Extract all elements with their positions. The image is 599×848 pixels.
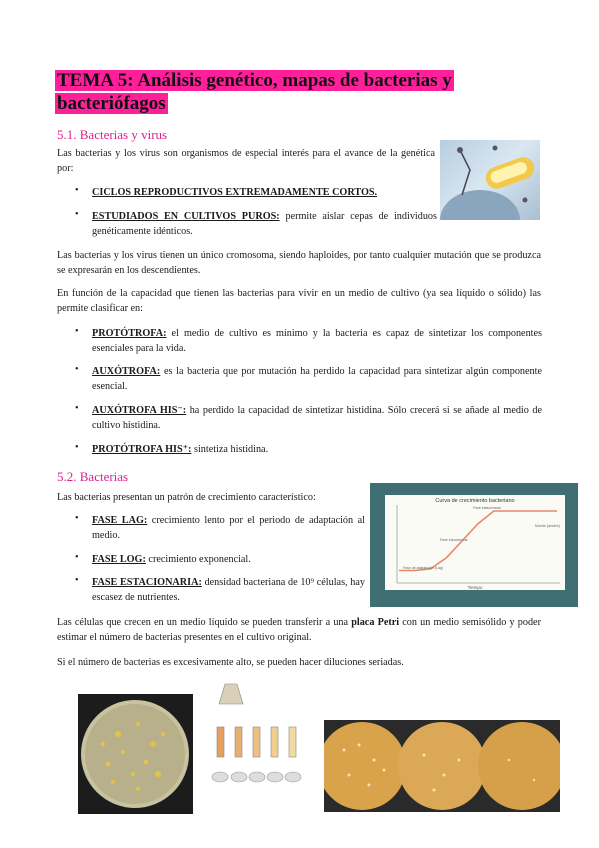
petri-dish-photo xyxy=(78,694,193,814)
annotation-lag: Fase de adaptación (Lag) xyxy=(403,566,443,570)
virus-bacteria-illustration xyxy=(440,140,540,220)
intro-paragraph: Las bacterias y los virus son organismos de especial interés para el avance de la genética por: xyxy=(57,148,435,174)
paragraph-dilutions: Si el número de bacterias es excesivamente alto, se pueden hacer diluciones seriadas. xyxy=(57,657,404,668)
serial-dilution-diagram xyxy=(205,682,320,822)
annotation-exponential: Fase exponencial xyxy=(440,538,468,542)
page-title: TEMA 5: Análisis genético, mapas de bacterias y bacteriófagos xyxy=(57,70,452,114)
growth-curve-svg xyxy=(385,495,565,590)
section-heading-bacterias: 5.2. Bacterias xyxy=(57,469,129,484)
chart-title: Curva de crecimiento bacteriano xyxy=(435,498,515,504)
paragraph-haploid: Las bacterias y los virus tienen un único cromosoma, siendo haploides, por tanto cualquier mutación que se produzca se expresarán en los descendientes. xyxy=(57,250,541,276)
growth-curve-line xyxy=(399,511,557,571)
intro-growth: Las bacterias presentan un patrón de crecimiento característico: xyxy=(57,492,316,503)
growth-curve-chart xyxy=(370,483,578,607)
x-axis-label: Tiempo xyxy=(467,585,483,590)
annotation-stationary: Fase estacionaria xyxy=(473,506,501,510)
three-petri-dishes-photo xyxy=(324,720,560,812)
section-heading-bacterias-virus: 5.1. Bacterias y virus xyxy=(57,127,168,142)
document-page: TEMA 5: Análisis genético, mapas de bacterias y bacteriófagos 5.1. Bacterias y virus Las bacterias y los virus son organismos de especial interés para el avance de la genética por: • CICLOS REPRODUCTIVOS EXTREMADAMENTE CORTOS. • ESTUDIADOS EN CULTIVOS PUROS: permite aislar cepas de individuos genéticamente idénticos. Las bacterias y los virus tienen un único cromosoma, siendo haploides, por tanto cualquier mutación que se produzca se expresarán en los descendientes. En función de la capacidad que tienen las bacterias para vivir en un medio de cultivo (ya sea líquido o sólido) las permite clasificar en: • PROTÓTROFA: el medio de cultivo es mínimo y la bacteria es capaz de sintetizar los componentes esenciales para la vida. • AUXÓTROFA: es la bacteria que por mutación ha perdido la capacidad para sintetizar algún componente esencial. • AUXÓTROFA HIS⁻: ha perdido la capacidad de sintetizar histidina. Sólo crecerá si se añade al medio de cultivo histidina. • PROTÓTROFA HIS⁺: sintetiza histidina. 5.2. Bacterias Las bacterias presentan un patrón de crecimiento característico: Curva de crecimiento bacteriano Tiempo Fase de adaptación (Lag) Fase exponencial Fase estacionaria Muerte (declive) • FASE LAG: crecimiento lento por el periodo de adaptación al medio. • FASE LOG: crecimiento exponencial. • FASE ESTACIONARIA: densidad bacteriana de 10⁹ células, hay escasez de nutrientes. Las células que crecen en un medio líquido se pueden transferir a una placa Petri con un medio semisólido y poder estimar el número de bacterias presentes en el cultivo original. Si el número de bacterias es excesivamente alto, se pueden hacer diluciones seriadas. xyxy=(0,0,599,848)
annotation-decline: Muerte (declive) xyxy=(535,524,561,528)
paragraph-petri: Las células que crecen en un medio líquido se pueden transferir a una placa Petri con un medio semisólido y poder estimar el número de bacterias presentes en el cultivo original. xyxy=(57,617,541,643)
paragraph-classification: En función de la capacidad que tienen las bacterias para vivir en un medio de cultivo (ya sea líquido o sólido) las permite clasificar en: xyxy=(57,288,541,314)
